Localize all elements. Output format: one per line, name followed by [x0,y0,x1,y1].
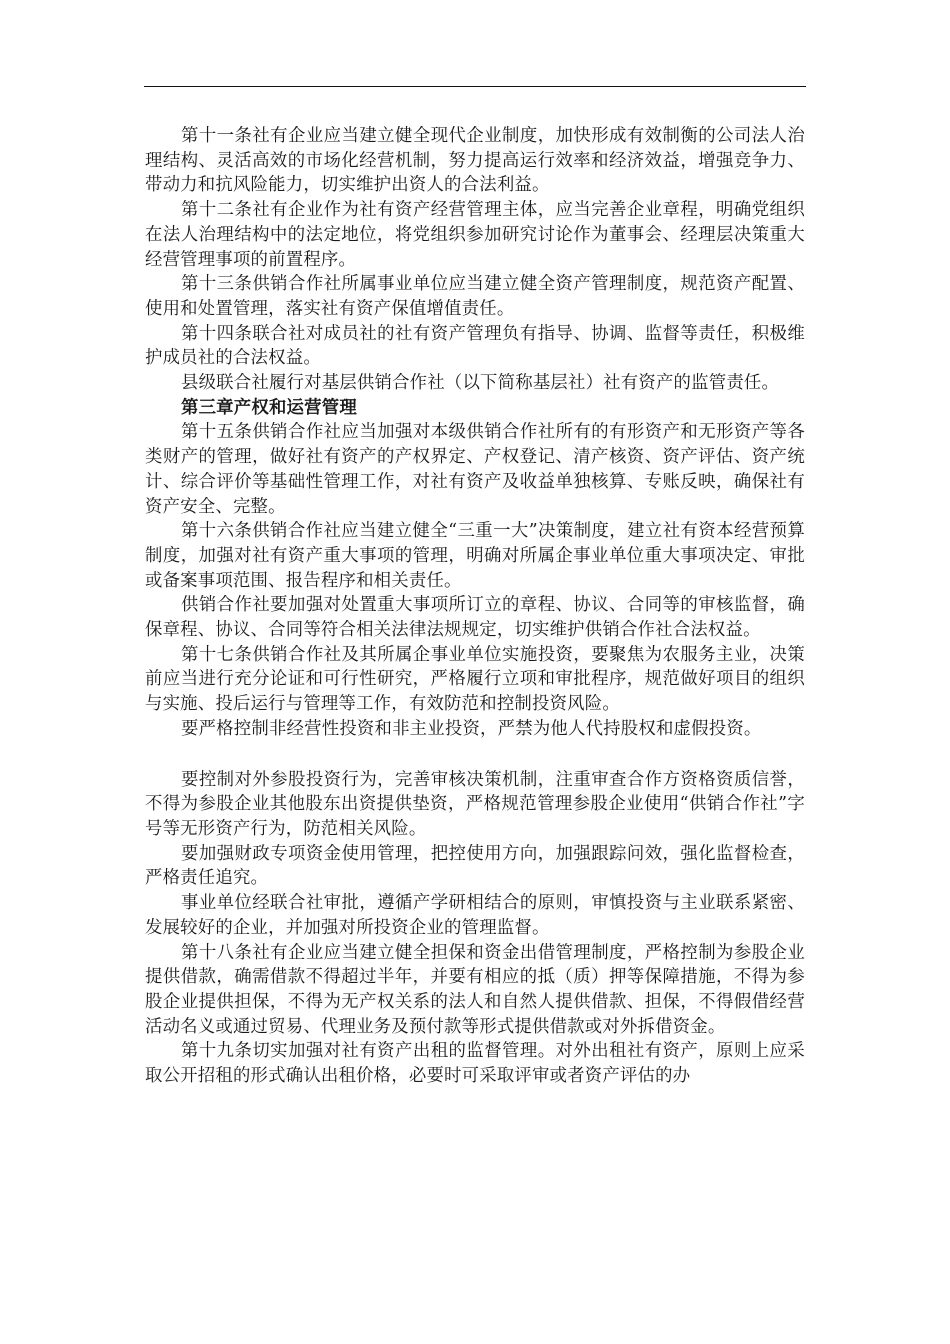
county-level-paragraph: 县级联合社履行对基层供销合作社（以下简称基层社）社有资产的监管责任。 [181,373,780,394]
article-16-supplement: 供销合作社要加强对处置重大事项所订立的章程、协议、合同等的审核监督，确保章程、协议、合同等符合相关法律法规规定，切实维护供销合作社合法权益。 [145,595,805,641]
article-15: 第十五条供销合作社应当加强对本级供销合作社所有的有形资产和无形资产等各类财产的管理，做好社有资产的产权界定、产权登记、清产核资、资产评估、资产统计、综合评价等基础性管理工作，对社有资产及收益单独核算、专账反映，确保社有资产安全、完整。 [145,422,805,517]
article-17-non-core-investment: 要严格控制非经营性投资和非主业投资，严禁为他人代持股权和虚假投资。 [181,718,762,739]
header-rule [144,86,806,87]
article-12: 第十二条社有企业作为社有资产经营管理主体，应当完善企业章程，明确党组织在法人治理结构中的法定地位，将党组织参加研究讨论作为董事会、经理层决策重大经营管理事项的前置程序。 [145,200,805,270]
article-17-institution-investment: 事业单位经联合社审批，遵循产学研相结合的原则，审慎投资与主业联系紧密、发展较好的企业，并加强对所投资企业的管理监督。 [145,893,805,938]
paragraph-gap [145,742,805,768]
document-body [145,124,805,1089]
article-18: 第十八条社有企业应当建立健全担保和资金出借管理制度，严格控制为参股企业提供借款，确需借款不得超过半年，并要有相应的抵（质）押等保障措施，不得为参股企业提供担保，不得为无产权关系的法人和自然人提供借款、担保，不得假借经营活动名义或通过贸易、代理业务及预付款等形式提供借款或对外拆借资金。 [145,942,805,1037]
article-16: 第十六条供销合作社应当建立健全“三重一大”决策制度，建立社有资本经营预算制度，加强对社有资产重大事项的管理，明确对所属企事业单位重大事项决定、审批或备案事项范围、报告程序和相关责任。 [145,521,805,591]
article-19: 第十九条切实加强对社有资产出租的监督管理。对外出租社有资产，原则上应采取公开招租的形式确认出租价格，必要时可采取评审或者资产评估的办 [145,1041,805,1087]
article-11: 第十一条社有企业应当建立健全现代企业制度，加快形成有效制衡的公司法人治理结构、灵活高效的市场化经营机制，努力提高运行效率和经济效益，增强竞争力、带动力和抗风险能力，切实维护出资人的合法利益。 [145,126,805,196]
article-17-special-funds: 要加强财政专项资金使用管理，把控使用方向，加强跟踪问效，强化监督检查，严格责任追究。 [145,843,805,889]
article-17-equity-participation: 要控制对外参股投资行为，完善审核决策机制，注重审查合作方资格资质信誉，不得为参股企业其他股东出资提供垫资，严格规范管理参股企业使用“供销合作社”字号等无形资产行为，防范相关风险。 [145,769,805,839]
article-14: 第十四条联合社对成员社的社有资产管理负有指导、协调、监督等责任，积极维护成员社的合法权益。 [145,323,805,369]
article-17: 第十七条供销合作社及其所属企事业单位实施投资，要聚焦为农服务主业，决策前应当进行充分论证和可行性研究，严格履行立项和审批程序，规范做好项目的组织与实施、投后运行与管理等工作，有效防范和控制投资风险。 [145,644,805,715]
article-13: 第十三条供销合作社所属事业单位应当建立健全资产管理制度，规范资产配置、使用和处置管理，落实社有资产保值增值责任。 [145,274,805,319]
chapter-3-heading: 第三章产权和运营管理 [181,397,357,418]
